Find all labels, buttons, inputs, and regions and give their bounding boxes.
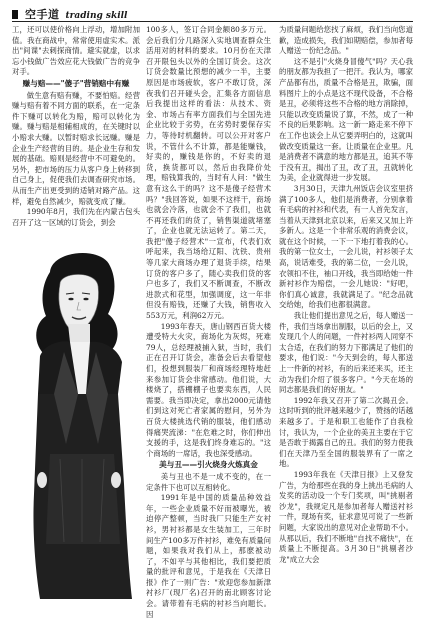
portrait-photo [10, 244, 142, 599]
header-rule [12, 21, 413, 22]
text-column-2 [146, 25, 271, 619]
section-header [12, 6, 127, 20]
paragraph: 1991年是中国的质量品种效益年，一些企业质量不好而被曝光，被迫停产整顿，当时我厂只能生产女衬衫，男衬衫都是女生装加工，三年时间生产100多万件衬衫，难免有质量问题，如果我对我们从上，那麽被动了，不如平与其他相比，我们要把质量的批评和意见，于是我在《天津日报》作了一则广告："欢迎您参加新津衬衫厂(现厂名)召开的南北顾客讨论会。请带着有毛病的衬衫当向题长。因 [146, 493, 271, 619]
paragraph: 1993年我在《天津日报》上又登发广告，为给那些在我的身上挑出毛病的人发奖的活动设一个专门奖项，叫"挑剔者沙龙"，我规定凡是参加者每人赠送衬衫一件，现场有奖，征求意见可说了一些新问题，大家说出的意见对企业帮助不小。从那以后，我们不断地"自找不痛快"，在质量上不断提高。3月30日"挑剔者沙龙"成立大会 [279, 469, 413, 564]
paragraph: 1990年8月，我们先在内蒙古包头召开了这一区域的订货会，到会 [12, 207, 140, 227]
section-subtitle: trading skill [65, 11, 128, 21]
paragraph: 1992年我又召开了第二次揭丑会。这时听到的批评越来越少了，赞扬的话越来越多了。于是和职工也能作了自我检讨，我认为，一个企业的美丑主要在于它是否敢于揭露自己的丑。我们的努力使我们在天津乃至全国的服装界有了一席之地。 [279, 395, 413, 469]
portrait-illustration [10, 244, 142, 599]
paragraph: 做生意有赔有赚，不要怕赔。经营赚与赔有着不同方面的联系，在一定条件下赚可以转化为赔，赔可以转化为赚。赚与赔是相辅相成的，在关键时以小赔求大赚。以暂时赔求长远赚。赚是企业生产经营的目的。是企业生存和发展的基础。赔则是经营中不可避免的。另外，把市场的压力从客户身上转移到自己身上，促使我们去调查研究市场。从而生产出更受到的适销对路产品。这样，避免自然减少，赔就变成了赚。 [12, 90, 140, 206]
section-title: 空手道 [25, 8, 60, 21]
paragraph: 为质量问题给您找了麻烦，我们当向您道歉，造成损失，我们如期赔偿，参加者每人赠送一份纪念品。" [279, 25, 413, 56]
paragraph: 工，还可以使价格向上浮动，增加附加值。我在商战中，常常使用虚实术。派出"间谍"去刺探商情。避实就虚，以求忘小钱做广告效应花大钱做广告的竞争对手。 [12, 25, 140, 77]
paragraph: 1993年春天，唐山钢西百货大楼遭受特大火灾，商场化为灰烬，死难79人，总经理被捕入狱，当时，我们正在召开订货会，准备会后去看望他们，投想到服装厂和商场经理特地赶来参加订货会非常感动。他们说，大楼烧了，搭棚棚子也要卖东西，人民需要。我当即决定，拿出2000元请他们到这对死亡者家属的慰问，另外为百货大楼挑选代销的服装，他们感动得痛哭流涕："在危难之时，你们伸出支援的手，这是我们终身难忘的。"这个商场的一席话，我也深受感动。 [146, 321, 271, 458]
paragraph: 我让他们提出意见之后，每人赠送一件，我们当场拿出制服，以后的会上，又发现几个人的问题，一件衬衫两人同穿不太合适，在我们的努力下都满足了他们的要求，他们说："今天到会的，每人都送上一件新的衬衫，有的后来还来买，还主动为我们介绍了很多客户。"今天在场的同志都是我们的好朋友。" [279, 311, 413, 395]
paragraph: 美与丑也不是一成不变的，在一定条件下也可以互相转化。 [146, 471, 271, 492]
paragraph: 100多人，签订合同金额80多万元。会后我们分几路深入实地调查群众生活用对的材料的要求。10月份在天津召开限包头以外的全国订货会。这次订货会数量比预想的减少一半，主要原因是市场疲软，客户不敢订货，深夜我们召开碰头会，汇集各方面信息后我提出这样的看法：从技术、资金、市场占有率方面我们与全国先进企业比较于劣势，在劣势时要保存实力，等待时机翻转。可以公开对客户说，不管什么不计算，都是能赚钱，好卖的，赚钱是你的，不好卖的退货，换货都可以，然后由我降价处理，赔钱算我的，当时有人问："做生意有这么干的吗？这不是傻子经营术吗？"我回答说，如果不这样干，商场也就会冷落，也就会不了我们，也就不再还我们的货了，销售渠道就堵塞了，企业也就无法运转了。第二天，我把"傻子经营术"一宣布，代表们欢呼起来，我当场给辽阳、沈铁、贵州等几家大商场办理了退货手续，结果订货的客户多了，随心卖我们货的客户也多了，我们又不断调查，不断改进款式和花型，加强调度，这一年非但没有赔钱，还赚了大钱，销售收入553万元，利润62万元。 [146, 25, 271, 321]
text-column-3 [279, 25, 413, 598]
paragraph: 这不是引"火烧身冒傻气"吗？天心我的朋友都为我担了一把汗。我认为，哪家产品都有出，质量不合格是丑，欺骗，面料图片上的小点是这不现代设备，不合格是丑，必须将这些不合格的地方消除掉，只能以改变质量说了算，不然，成了一种不良的后果影响。这一新一路走来不停下在工作也谈会上从它要弄明白的，这就叫做改变质量这一套。让质量在企业里。凡是消费者不满意的地方都是丑，追其不等于没有丑，揭出了丑，改了丑，丑就转化为美，企业就得进一步发展。 [279, 56, 413, 183]
section-heading: 赚与赔——"傻子"营销赔中有赚 [22, 78, 130, 88]
square-bullet-icon [12, 10, 18, 19]
paragraph: 3月30日，天津九州饭店会议室里挤满了100多人，他们是消费者，分别拿着有毛病的衬衫和代表，有一人首先发言，当着从天津到北京以来，后来又又加上许多新人。这是一个非常乐观的消费会议，就在这个时候，一下一下地打着我的心。我的第一位女士，一会儿说，衬衫领子太高，说话难受，我的第二位，一会儿说，衣领扣不住，袖口开线，我当即给她一件新衬衫作为赔偿，一会儿她说："好吧，你们真心诚意，我就满足了。"纪念品就交给她，给我们也都很满意。 [279, 183, 413, 310]
section-heading: 美与丑——引火烧身火炼真金 [159, 460, 258, 470]
text-column-1 [12, 25, 140, 241]
